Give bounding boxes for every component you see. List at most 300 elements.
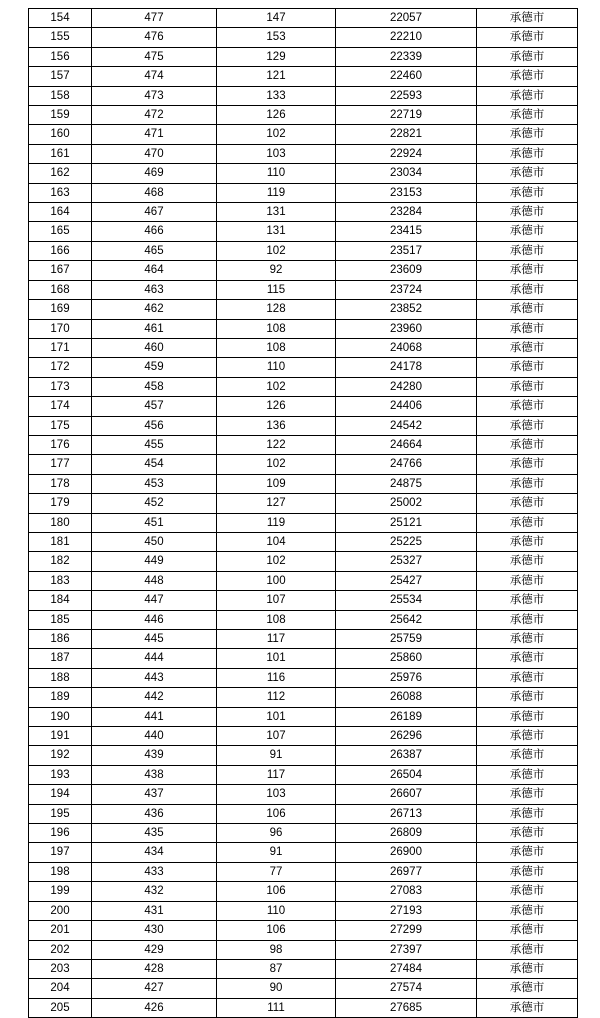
cell-rank: 160: [29, 125, 92, 144]
cell-count: 100: [217, 571, 336, 590]
cell-rank: 205: [29, 998, 92, 1017]
cell-cumulative: 24875: [336, 474, 477, 493]
table-row: [29, 901, 578, 920]
cell-score: 449: [92, 552, 217, 571]
cell-rank: 175: [29, 416, 92, 435]
cell-score: 427: [92, 979, 217, 998]
cell-city: 承德市: [477, 649, 578, 668]
cell-city: 承德市: [477, 455, 578, 474]
cell-city: 承德市: [477, 727, 578, 746]
cell-rank: 183: [29, 571, 92, 590]
cell-cumulative: 27083: [336, 882, 477, 901]
cell-cumulative: 24178: [336, 358, 477, 377]
cell-count: 119: [217, 513, 336, 532]
cell-city: 承德市: [477, 435, 578, 454]
table-row: [29, 785, 578, 804]
cell-score: 474: [92, 67, 217, 86]
table-row: [29, 86, 578, 105]
table-row: [29, 144, 578, 163]
cell-score: 469: [92, 164, 217, 183]
cell-city: 承德市: [477, 183, 578, 202]
cell-rank: 195: [29, 804, 92, 823]
cell-score: 426: [92, 998, 217, 1017]
cell-rank: 189: [29, 688, 92, 707]
cell-cumulative: 22924: [336, 144, 477, 163]
table-row: [29, 397, 578, 416]
cell-rank: 200: [29, 901, 92, 920]
cell-rank: 164: [29, 203, 92, 222]
cell-rank: 182: [29, 552, 92, 571]
cell-rank: 184: [29, 591, 92, 610]
cell-city: 承德市: [477, 474, 578, 493]
cell-count: 102: [217, 125, 336, 144]
table-row: [29, 591, 578, 610]
cell-count: 136: [217, 416, 336, 435]
cell-count: 108: [217, 338, 336, 357]
cell-rank: 185: [29, 610, 92, 629]
cell-count: 133: [217, 86, 336, 105]
cell-cumulative: 26809: [336, 824, 477, 843]
cell-city: 承德市: [477, 979, 578, 998]
cell-count: 116: [217, 668, 336, 687]
cell-cumulative: 24406: [336, 397, 477, 416]
cell-rank: 155: [29, 28, 92, 47]
table-row: [29, 649, 578, 668]
cell-city: 承德市: [477, 998, 578, 1017]
cell-count: 117: [217, 765, 336, 784]
cell-city: 承德市: [477, 824, 578, 843]
cell-city: 承德市: [477, 377, 578, 396]
cell-count: 153: [217, 28, 336, 47]
cell-score: 439: [92, 746, 217, 765]
cell-cumulative: 22210: [336, 28, 477, 47]
cell-cumulative: 23284: [336, 203, 477, 222]
table-row: [29, 746, 578, 765]
cell-city: 承德市: [477, 532, 578, 551]
cell-city: 承德市: [477, 668, 578, 687]
cell-rank: 168: [29, 280, 92, 299]
cell-score: 448: [92, 571, 217, 590]
cell-count: 104: [217, 532, 336, 551]
cell-count: 101: [217, 649, 336, 668]
cell-cumulative: 27299: [336, 921, 477, 940]
cell-count: 110: [217, 358, 336, 377]
cell-rank: 190: [29, 707, 92, 726]
cell-count: 111: [217, 998, 336, 1017]
table-row: [29, 319, 578, 338]
cell-cumulative: 26296: [336, 727, 477, 746]
cell-score: 451: [92, 513, 217, 532]
cell-rank: 174: [29, 397, 92, 416]
cell-count: 117: [217, 630, 336, 649]
cell-city: 承德市: [477, 630, 578, 649]
cell-cumulative: 23960: [336, 319, 477, 338]
table-row: [29, 416, 578, 435]
cell-rank: 162: [29, 164, 92, 183]
cell-score: 456: [92, 416, 217, 435]
table-row: [29, 241, 578, 260]
cell-city: 承德市: [477, 47, 578, 66]
cell-cumulative: 26900: [336, 843, 477, 862]
cell-count: 102: [217, 552, 336, 571]
cell-count: 112: [217, 688, 336, 707]
cell-city: 承德市: [477, 164, 578, 183]
table-row: [29, 688, 578, 707]
cell-cumulative: 25860: [336, 649, 477, 668]
cell-city: 承德市: [477, 765, 578, 784]
cell-count: 129: [217, 47, 336, 66]
cell-city: 承德市: [477, 358, 578, 377]
cell-rank: 199: [29, 882, 92, 901]
cell-city: 承德市: [477, 862, 578, 881]
cell-count: 107: [217, 727, 336, 746]
cell-city: 承德市: [477, 571, 578, 590]
cell-score: 453: [92, 474, 217, 493]
cell-city: 承德市: [477, 513, 578, 532]
cell-count: 106: [217, 804, 336, 823]
cell-rank: 196: [29, 824, 92, 843]
cell-city: 承德市: [477, 125, 578, 144]
cell-rank: 187: [29, 649, 92, 668]
cell-city: 承德市: [477, 591, 578, 610]
cell-cumulative: 23609: [336, 261, 477, 280]
cell-rank: 176: [29, 435, 92, 454]
cell-count: 101: [217, 707, 336, 726]
cell-cumulative: 25327: [336, 552, 477, 571]
cell-rank: 165: [29, 222, 92, 241]
cell-score: 473: [92, 86, 217, 105]
cell-count: 110: [217, 164, 336, 183]
cell-score: 457: [92, 397, 217, 416]
cell-cumulative: 24766: [336, 455, 477, 474]
table-row: [29, 610, 578, 629]
cell-rank: 198: [29, 862, 92, 881]
cell-rank: 197: [29, 843, 92, 862]
cell-cumulative: 27484: [336, 959, 477, 978]
cell-rank: 177: [29, 455, 92, 474]
table-row: [29, 47, 578, 66]
table-row: [29, 959, 578, 978]
cell-count: 122: [217, 435, 336, 454]
cell-city: 承德市: [477, 688, 578, 707]
cell-cumulative: 26504: [336, 765, 477, 784]
cell-score: 443: [92, 668, 217, 687]
table-row: [29, 494, 578, 513]
table-row: [29, 377, 578, 396]
table-row: [29, 882, 578, 901]
cell-rank: 188: [29, 668, 92, 687]
cell-score: 452: [92, 494, 217, 513]
cell-cumulative: 23415: [336, 222, 477, 241]
table-row: [29, 552, 578, 571]
cell-rank: 167: [29, 261, 92, 280]
cell-score: 476: [92, 28, 217, 47]
table-row: [29, 921, 578, 940]
cell-city: 承德市: [477, 707, 578, 726]
cell-score: 463: [92, 280, 217, 299]
cell-count: 127: [217, 494, 336, 513]
cell-city: 承德市: [477, 494, 578, 513]
cell-count: 128: [217, 300, 336, 319]
cell-cumulative: 26607: [336, 785, 477, 804]
cell-score: 475: [92, 47, 217, 66]
cell-cumulative: 25642: [336, 610, 477, 629]
table-row: [29, 164, 578, 183]
cell-cumulative: 22460: [336, 67, 477, 86]
table-row: [29, 203, 578, 222]
table-row: [29, 571, 578, 590]
cell-score: 440: [92, 727, 217, 746]
cell-city: 承德市: [477, 203, 578, 222]
cell-rank: 171: [29, 338, 92, 357]
cell-rank: 154: [29, 9, 92, 28]
cell-rank: 203: [29, 959, 92, 978]
cell-score: 434: [92, 843, 217, 862]
cell-city: 承德市: [477, 106, 578, 125]
cell-city: 承德市: [477, 28, 578, 47]
cell-cumulative: 26713: [336, 804, 477, 823]
cell-city: 承德市: [477, 746, 578, 765]
cell-cumulative: 27397: [336, 940, 477, 959]
cell-score: 472: [92, 106, 217, 125]
cell-count: 119: [217, 183, 336, 202]
cell-score: 477: [92, 9, 217, 28]
cell-cumulative: 24542: [336, 416, 477, 435]
cell-count: 92: [217, 261, 336, 280]
cell-count: 98: [217, 940, 336, 959]
table-row: [29, 804, 578, 823]
cell-score: 437: [92, 785, 217, 804]
cell-cumulative: 27685: [336, 998, 477, 1017]
cell-cumulative: 25427: [336, 571, 477, 590]
cell-rank: 163: [29, 183, 92, 202]
table-row: [29, 824, 578, 843]
cell-count: 102: [217, 241, 336, 260]
table-row: [29, 474, 578, 493]
cell-city: 承德市: [477, 610, 578, 629]
cell-cumulative: 24664: [336, 435, 477, 454]
cell-score: 441: [92, 707, 217, 726]
cell-count: 91: [217, 843, 336, 862]
table-row: [29, 707, 578, 726]
cell-city: 承德市: [477, 843, 578, 862]
table-row: [29, 358, 578, 377]
cell-cumulative: 22057: [336, 9, 477, 28]
cell-cumulative: 25121: [336, 513, 477, 532]
table-row: [29, 300, 578, 319]
cell-city: 承德市: [477, 86, 578, 105]
cell-cumulative: 23153: [336, 183, 477, 202]
table-row: [29, 183, 578, 202]
table-row: [29, 67, 578, 86]
cell-cumulative: 25225: [336, 532, 477, 551]
cell-count: 91: [217, 746, 336, 765]
cell-score: 446: [92, 610, 217, 629]
cell-rank: 159: [29, 106, 92, 125]
cell-rank: 180: [29, 513, 92, 532]
cell-city: 承德市: [477, 940, 578, 959]
cell-cumulative: 26189: [336, 707, 477, 726]
cell-count: 103: [217, 785, 336, 804]
cell-rank: 191: [29, 727, 92, 746]
cell-city: 承德市: [477, 785, 578, 804]
table-row: [29, 843, 578, 862]
cell-score: 442: [92, 688, 217, 707]
cell-cumulative: 22593: [336, 86, 477, 105]
cell-score: 445: [92, 630, 217, 649]
table-row: [29, 280, 578, 299]
cell-score: 466: [92, 222, 217, 241]
cell-cumulative: 23034: [336, 164, 477, 183]
cell-score: 429: [92, 940, 217, 959]
cell-city: 承德市: [477, 144, 578, 163]
cell-city: 承德市: [477, 804, 578, 823]
cell-count: 115: [217, 280, 336, 299]
cell-score: 436: [92, 804, 217, 823]
table-row: [29, 261, 578, 280]
table-row: [29, 106, 578, 125]
cell-city: 承德市: [477, 552, 578, 571]
cell-city: 承德市: [477, 222, 578, 241]
cell-score: 430: [92, 921, 217, 940]
cell-score: 464: [92, 261, 217, 280]
cell-score: 428: [92, 959, 217, 978]
cell-rank: 166: [29, 241, 92, 260]
cell-cumulative: 23517: [336, 241, 477, 260]
cell-score: 435: [92, 824, 217, 843]
cell-count: 131: [217, 203, 336, 222]
cell-score: 458: [92, 377, 217, 396]
cell-count: 110: [217, 901, 336, 920]
table-row: [29, 727, 578, 746]
cell-cumulative: 25002: [336, 494, 477, 513]
cell-score: 468: [92, 183, 217, 202]
cell-cumulative: 27193: [336, 901, 477, 920]
score-distribution-table: [28, 8, 578, 1018]
cell-cumulative: 26387: [336, 746, 477, 765]
cell-cumulative: 23724: [336, 280, 477, 299]
cell-cumulative: 25534: [336, 591, 477, 610]
cell-rank: 181: [29, 532, 92, 551]
cell-city: 承德市: [477, 67, 578, 86]
cell-count: 147: [217, 9, 336, 28]
cell-score: 462: [92, 300, 217, 319]
cell-cumulative: 23852: [336, 300, 477, 319]
cell-rank: 194: [29, 785, 92, 804]
cell-count: 108: [217, 319, 336, 338]
cell-rank: 172: [29, 358, 92, 377]
cell-count: 121: [217, 67, 336, 86]
cell-city: 承德市: [477, 338, 578, 357]
cell-score: 471: [92, 125, 217, 144]
cell-cumulative: 22719: [336, 106, 477, 125]
cell-score: 438: [92, 765, 217, 784]
table-row: [29, 9, 578, 28]
cell-city: 承德市: [477, 319, 578, 338]
cell-count: 126: [217, 397, 336, 416]
cell-rank: 170: [29, 319, 92, 338]
cell-score: 455: [92, 435, 217, 454]
cell-rank: 157: [29, 67, 92, 86]
cell-count: 109: [217, 474, 336, 493]
cell-cumulative: 24280: [336, 377, 477, 396]
cell-cumulative: 22339: [336, 47, 477, 66]
table-row: [29, 940, 578, 959]
cell-score: 470: [92, 144, 217, 163]
cell-count: 126: [217, 106, 336, 125]
table-row: [29, 28, 578, 47]
cell-city: 承德市: [477, 416, 578, 435]
cell-count: 107: [217, 591, 336, 610]
cell-cumulative: 25759: [336, 630, 477, 649]
cell-count: 90: [217, 979, 336, 998]
cell-rank: 193: [29, 765, 92, 784]
cell-rank: 161: [29, 144, 92, 163]
cell-cumulative: 26088: [336, 688, 477, 707]
cell-score: 444: [92, 649, 217, 668]
cell-rank: 169: [29, 300, 92, 319]
cell-count: 77: [217, 862, 336, 881]
cell-score: 460: [92, 338, 217, 357]
cell-score: 461: [92, 319, 217, 338]
cell-count: 102: [217, 455, 336, 474]
cell-score: 454: [92, 455, 217, 474]
cell-cumulative: 25976: [336, 668, 477, 687]
cell-rank: 156: [29, 47, 92, 66]
cell-city: 承德市: [477, 397, 578, 416]
cell-city: 承德市: [477, 901, 578, 920]
cell-city: 承德市: [477, 959, 578, 978]
table-row: [29, 125, 578, 144]
cell-count: 108: [217, 610, 336, 629]
table-row: [29, 630, 578, 649]
table-row: [29, 979, 578, 998]
table-row: [29, 455, 578, 474]
cell-count: 96: [217, 824, 336, 843]
cell-city: 承德市: [477, 241, 578, 260]
cell-rank: 192: [29, 746, 92, 765]
cell-city: 承德市: [477, 9, 578, 28]
cell-count: 103: [217, 144, 336, 163]
cell-rank: 201: [29, 921, 92, 940]
cell-rank: 158: [29, 86, 92, 105]
cell-rank: 202: [29, 940, 92, 959]
cell-city: 承德市: [477, 280, 578, 299]
cell-score: 459: [92, 358, 217, 377]
cell-count: 102: [217, 377, 336, 396]
cell-city: 承德市: [477, 300, 578, 319]
cell-cumulative: 24068: [336, 338, 477, 357]
cell-score: 432: [92, 882, 217, 901]
table-row: [29, 338, 578, 357]
cell-cumulative: 27574: [336, 979, 477, 998]
cell-count: 106: [217, 921, 336, 940]
table-row: [29, 532, 578, 551]
cell-rank: 178: [29, 474, 92, 493]
table-row: [29, 862, 578, 881]
cell-score: 447: [92, 591, 217, 610]
cell-rank: 179: [29, 494, 92, 513]
cell-rank: 173: [29, 377, 92, 396]
cell-score: 450: [92, 532, 217, 551]
table-row: [29, 765, 578, 784]
cell-city: 承德市: [477, 882, 578, 901]
cell-score: 433: [92, 862, 217, 881]
table-row: [29, 435, 578, 454]
cell-count: 131: [217, 222, 336, 241]
cell-rank: 204: [29, 979, 92, 998]
cell-count: 106: [217, 882, 336, 901]
